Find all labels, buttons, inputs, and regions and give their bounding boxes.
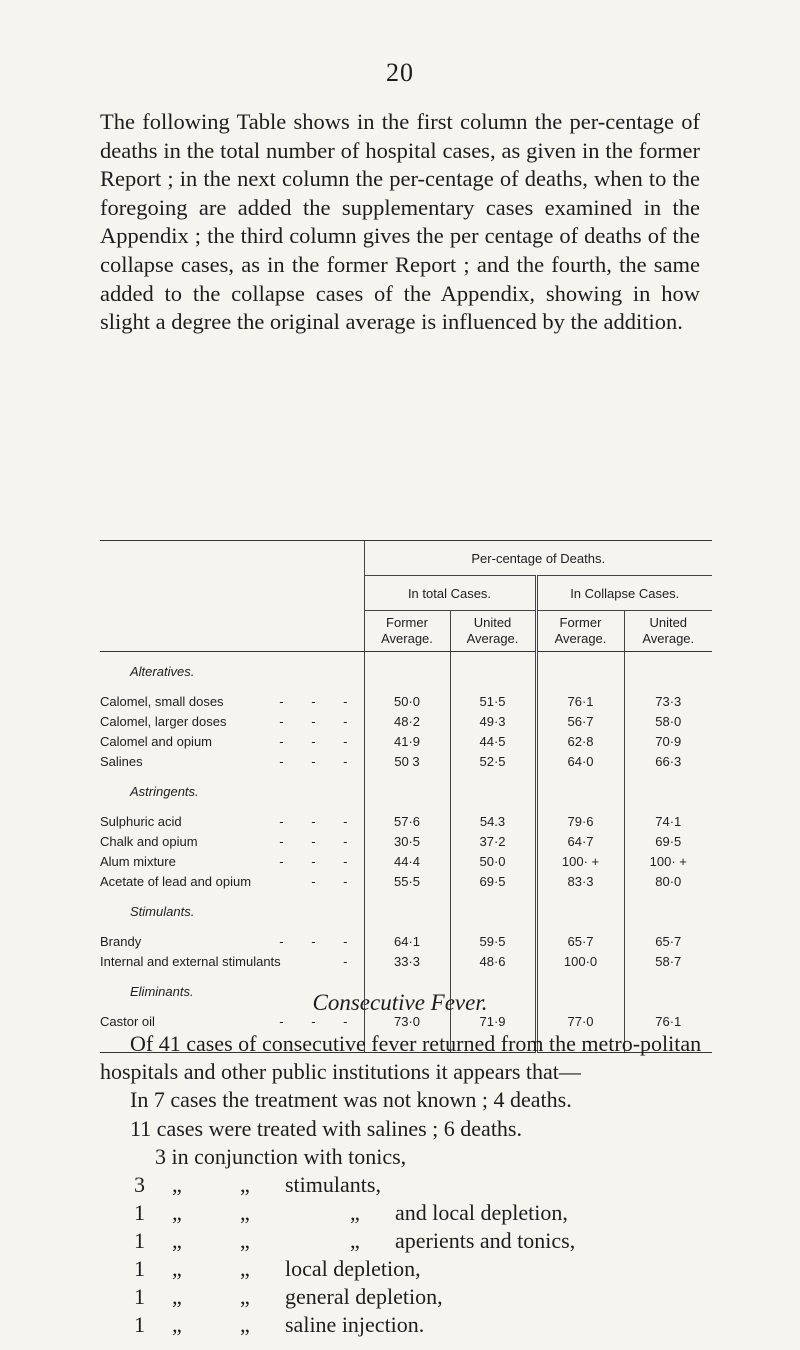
category-eliminants: Eliminants. [130,984,194,999]
row-label: Salines [100,754,143,769]
table-row: Salines - - - 50 3 52·5 64·0 66·3 [100,752,712,772]
col-united-total: United Average. [450,611,536,652]
table-header: Per-centage of Deaths. [364,541,712,576]
row-label: Calomel, larger doses [100,714,227,729]
row-label: Sulphuric acid [100,814,182,829]
table-row: Chalk and opium - - - 30·5 37·2 64·7 69·5 [100,832,712,852]
table-row: Calomel, larger doses - - - 48·2 49·3 56·7 58·0 [100,712,712,732]
col-former-collapse: Former Average. [536,611,624,652]
intro-paragraph: The following Table shows in the first column the per-centage of deaths in the total number of hospital cases, as given in the former Report ; in the next column the per-centage of deaths, when to the foregoing are added the supplementary cases examined in the Appendix ; the third column gives the per centage of deaths of the collapse cases, as in the former Report ; and the fourth, the same added to the collapse cases of the Appendix, showing in how slight a degree the original average is influenced by the addition. [100,109,700,335]
table-row: Brandy - - - 64·1 59·5 65·7 65·7 [100,932,712,952]
section-paragraph-2: In 7 cases the treatment was not known ; 4 deaths. [130,1087,572,1112]
list-item: 1 „ „ „ and local depletion, [134,1200,568,1225]
page-number: 20 [386,58,414,87]
group-total-header: In total Cases. [364,576,536,611]
table-row: Calomel and opium - - - 41·9 44·5 62·8 70·9 [100,732,712,752]
table-row: Sulphuric acid - - - 57·6 54.3 79·6 74·1 [100,812,712,832]
category-alteratives: Alteratives. [130,664,195,679]
row-label: Calomel, small doses [100,694,224,709]
row-label: Internal and external stimulants [100,954,281,969]
section-paragraph-4: 3 in conjunction with tonics, [155,1144,407,1169]
list-item: 1 „ „ local depletion, [134,1256,421,1281]
row-label: Brandy [100,934,142,949]
list-item: 1 „ „ saline injection. [134,1312,425,1337]
category-astringents: Astringents. [130,784,199,799]
table-row: Castor oil - - - 73·0 71·9 77·0 76·1 [100,1012,712,1032]
stub-header [100,541,364,576]
col-former-total: Former Average. [364,611,450,652]
group-collapse-header: In Collapse Cases. [536,576,712,611]
row-label: Castor oil [100,1014,155,1029]
section-paragraph-1: Of 41 cases of consecutive fever returned from the metro-politan hospitals and other public institutions it appears that— [100,1031,702,1084]
table-row: Acetate of lead and opium - - 55·5 69·5 83·3 80·0 [100,872,712,892]
section-paragraph-3: 11 cases were treated with salines ; 6 deaths. [130,1116,522,1141]
col-united-collapse: United Average. [624,611,712,652]
list-item: 1 „ „ general depletion, [134,1284,443,1309]
row-label: Alum mixture [100,854,176,869]
deaths-table [100,540,712,1053]
row-label: Calomel and opium [100,734,213,749]
row-label: Chalk and opium [100,834,198,849]
category-stimulants: Stimulants. [130,904,195,919]
table-row: Calomel, small doses - - - 50·0 51·5 76·1 73·3 [100,692,712,712]
treatment-list [120,1171,740,1339]
row-label: Acetate of lead and opium [100,874,252,889]
list-item: 1 „ „ „ aperients and tonics, [134,1228,576,1253]
table-row: Alum mixture - - - 44·4 50·0 100· + 100· + [100,852,712,872]
list-item: 3 „ „ stimulants, [134,1172,381,1197]
section-title: Consecutive Fever. [312,990,488,1015]
table-row: Internal and external stimulants - 33·3 48·6 100·0 58·7 [100,952,712,972]
